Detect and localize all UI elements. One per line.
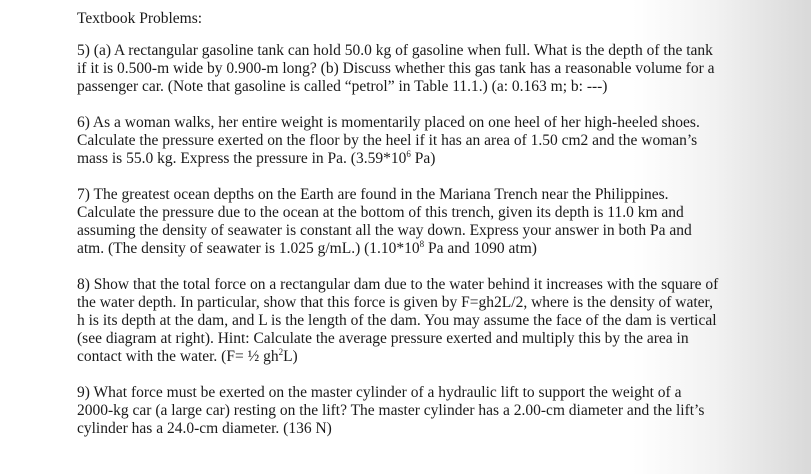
problem-line: h is its depth at the dam, and L is the length of the dam. You may assume the face of the dam is vertical bbox=[77, 312, 717, 329]
problem-line: assuming the density of seawater is constant all the way down. Express your answer in both Pa and bbox=[77, 222, 692, 239]
exponent: 2 bbox=[278, 347, 284, 357]
problem-line bbox=[77, 240, 767, 258]
line-text: Pa) bbox=[410, 150, 436, 167]
problem-line: 2000-kg car (a large car) resting on the lift? The master cylinder has a 2.00-cm diameter and the lift’s bbox=[77, 402, 705, 419]
problem-5 bbox=[77, 42, 767, 96]
line-text: atm. (The density of seawater is 1.025 g/mL.) (1.10*10 bbox=[77, 240, 420, 257]
line-text: mass is 55.0 kg. Express the pressure in Pa. (3.59*10 bbox=[77, 150, 407, 167]
problem-line: 5) (a) A rectangular gasoline tank can hold 50.0 kg of gasoline when full. What is the depth of the tank bbox=[77, 42, 713, 59]
document-page bbox=[77, 10, 767, 456]
problem-line: (see diagram at right). Hint: Calculate the average pressure exerted and multiply this by the area in bbox=[77, 330, 689, 347]
problem-6 bbox=[77, 114, 767, 168]
line-text: contact with the water. (F= ½ gh bbox=[77, 348, 279, 365]
exponent: 6 bbox=[406, 149, 411, 159]
problem-line: if it is 0.500-m wide by 0.900-m long? (b) Discuss whether this gas tank has a reasonable volume for a bbox=[77, 60, 715, 77]
problem-8 bbox=[77, 276, 767, 366]
problem-line: 7) The greatest ocean depths on the Earth are found in the Mariana Trench near the Philippines. bbox=[77, 186, 669, 203]
problem-line: 9) What force must be exerted on the master cylinder of a hydraulic lift to support the weight of a bbox=[77, 384, 682, 401]
problem-9 bbox=[77, 384, 767, 438]
problem-line: 6) As a woman walks, her entire weight is momentarily placed on one heel of her high-heeled shoes. bbox=[77, 114, 700, 131]
problem-line bbox=[77, 150, 767, 168]
page-title: Textbook Problems: bbox=[77, 10, 203, 27]
problem-line: passenger car. (Note that gasoline is called “petrol” in Table 11.1.) (a: 0.163 m; b: ---) bbox=[77, 78, 608, 95]
problem-line bbox=[77, 348, 767, 366]
exponent: 8 bbox=[419, 239, 425, 249]
problem-line: Calculate the pressure exerted on the floor by the heel if it has an area of 1.50 cm2 and the woman’s bbox=[77, 132, 698, 149]
problem-line: cylinder has a 24.0-cm diameter. (136 N) bbox=[77, 420, 332, 437]
line-text: L) bbox=[283, 348, 298, 365]
problem-line: the water depth. In particular, show that this force is given by F=gh2L/2, where is the density of water, bbox=[77, 294, 713, 311]
problem-7 bbox=[77, 186, 767, 258]
line-text: Pa and 1090 atm) bbox=[424, 240, 537, 257]
problem-line: 8) Show that the total force on a rectangular dam due to the water behind it increases with the square of bbox=[77, 276, 719, 293]
problem-line: Calculate the pressure due to the ocean at the bottom of this trench, given its depth is 11.0 km and bbox=[77, 204, 684, 221]
